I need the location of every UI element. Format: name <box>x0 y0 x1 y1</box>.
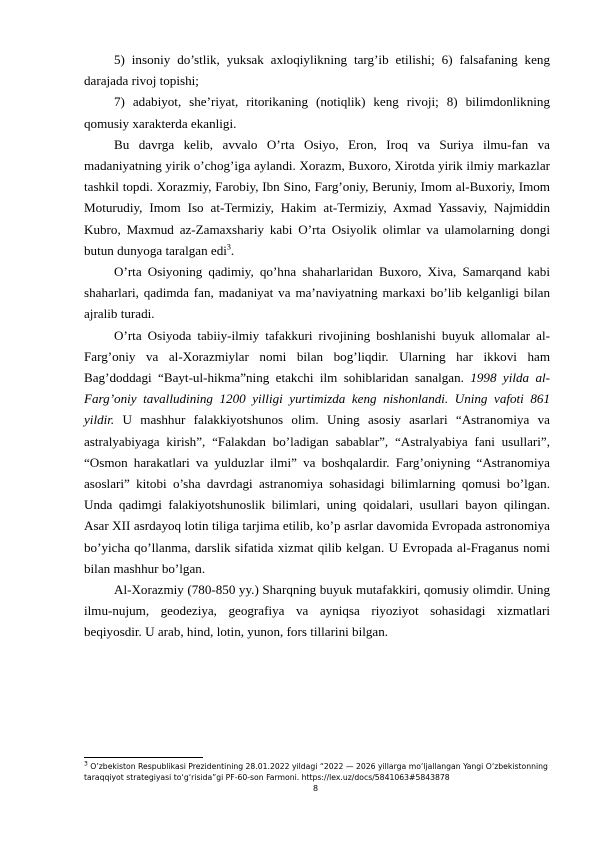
footnote-text: O’zbekiston Respublikasi Prezidentining 28.01.2022 yildagi “2022 — 2026 yillarga mo‘ljallangan Yangi O‘zbekistonning taraqqiyot strategiyasi to‘g‘risida”gi PF-60-son Farmoni. https://lex.uz/docs/5841063#5843878 <box>84 762 548 783</box>
paragraph-scientific-centers <box>84 134 550 261</box>
paragraph-al-xorazmiy <box>84 579 550 643</box>
footnote <box>84 761 554 784</box>
paragraph-list-items-7-8 <box>84 91 550 133</box>
paragraph-text: 7) adabiyot, she’riyat, ritorikaning (notiqlik) keng rivoji; 8) bilimdonlikning qomusiy xarakterda ekanligi. <box>84 94 550 131</box>
paragraph-text: 5) insoniy do’stlik, yuksak axloqiylikning targ’ib etilishi; 6) falsafaning keng darajada rivoj topishi; <box>84 52 550 89</box>
footnote-reference[interactable]: 3 <box>226 242 231 252</box>
paragraph-text: Al-Xorazmiy (780-850 yy.) Sharqning buyuk mutafakkiri, qomusiy olimdir. Uning ilmu-nujum, geodeziya, geografiya va ayniqsa riyoziyot sohasidagi xizmatlari beqiyosdir. U arab, hind, lotin, yunon, fors tillarini bilgan. <box>84 582 550 640</box>
paragraph-text: O’rta Osiyoning qadimiy, qo’hna shaharlaridan Buxoro, Xiva, Samarqand kabi shaharlari, qadimda fan, madaniyat va ma’naviyatning markaxi bo’lib kelganligi bilan ajralib turadi. <box>84 264 550 322</box>
paragraph-list-items-5-6 <box>84 49 550 91</box>
paragraph-text: Bu davrga kelib, avvalo O’rta Osiyo, Eron, Iroq va Suriya ilmu-fan va madaniyatning yirik o’chog’iga aylandi. Xorazm, Buxoro, Xirotda yirik ilmiy markazlar tashkil topdi. Xorazmiy, Farobiy, Ibn Sino, Farg’oniy, Beruniy, Imom al-Buxoriy, Imom Moturudiy, Imom Iso at-Termiziy, Hakim at-Termiziy, Axmad Yassaviy, Najmiddin Kubro, Maxmud az-Zamaxshariy kabi O’rta Osiyolik olimlar va ulamolarning dongi butun dunyoga taralgan edi <box>84 136 550 258</box>
paragraph-al-fargoniy <box>84 325 550 579</box>
paragraph-text: O’rta Osiyoda tabiiy-ilmiy tafakkuri rivojining boshlanishi buyuk allomalar al-Farg’oniy va al-Xorazmiylar nomi bilan bog’liqdir. Ularning har ikkovi ham Bag’doddagi “Bayt-ul-hikma”ning etakchi ilm sohiblaridan sanalgan. <box>84 327 550 386</box>
paragraph-italic-text: 1998 yilda al-Farg’oniy tavalludining 1200 yilligi yurtimizda keng nishonlandi. Uning vafoti 861 yildir. <box>84 370 550 428</box>
footnote-marker: 3 <box>84 760 88 768</box>
paragraph-text-continued: U mashhur falakkiyotshunos olim. Uning asosiy asarlari “Astranomiya va astralyabiyaga kirish”, “Falakdan bo’ladigan sabablar”, “Astralyabiya fani usullari”, “Osmon harakatlari va yulduzlar ilmi” va boshqalardir. Farg’oniyning “Astranomiya asoslari” kitobi o’sha davrdagi astranomiya sohasidagi bilimlarning qomusi bo’lgan. Unda qadimgi falakiyotshunoslik bilimlari, uning qoidalari, usullari bayon qilingan. Asar XII asrdayoq lotin tiliga tarjima etilib, ko’p asrlar davomida Evropada astronomiya bo’yicha qo’llanma, darslik sifatida xizmat qilib kelgan. U Evropada al-Fraganus nomi bilan mashhur bo’lgan. <box>84 412 550 576</box>
footnote-separator <box>84 757 203 758</box>
paragraph-tail: . <box>230 242 235 258</box>
paragraph-ancient-cities <box>84 261 550 325</box>
page-number: 8 <box>312 784 319 793</box>
document-body <box>84 49 550 643</box>
